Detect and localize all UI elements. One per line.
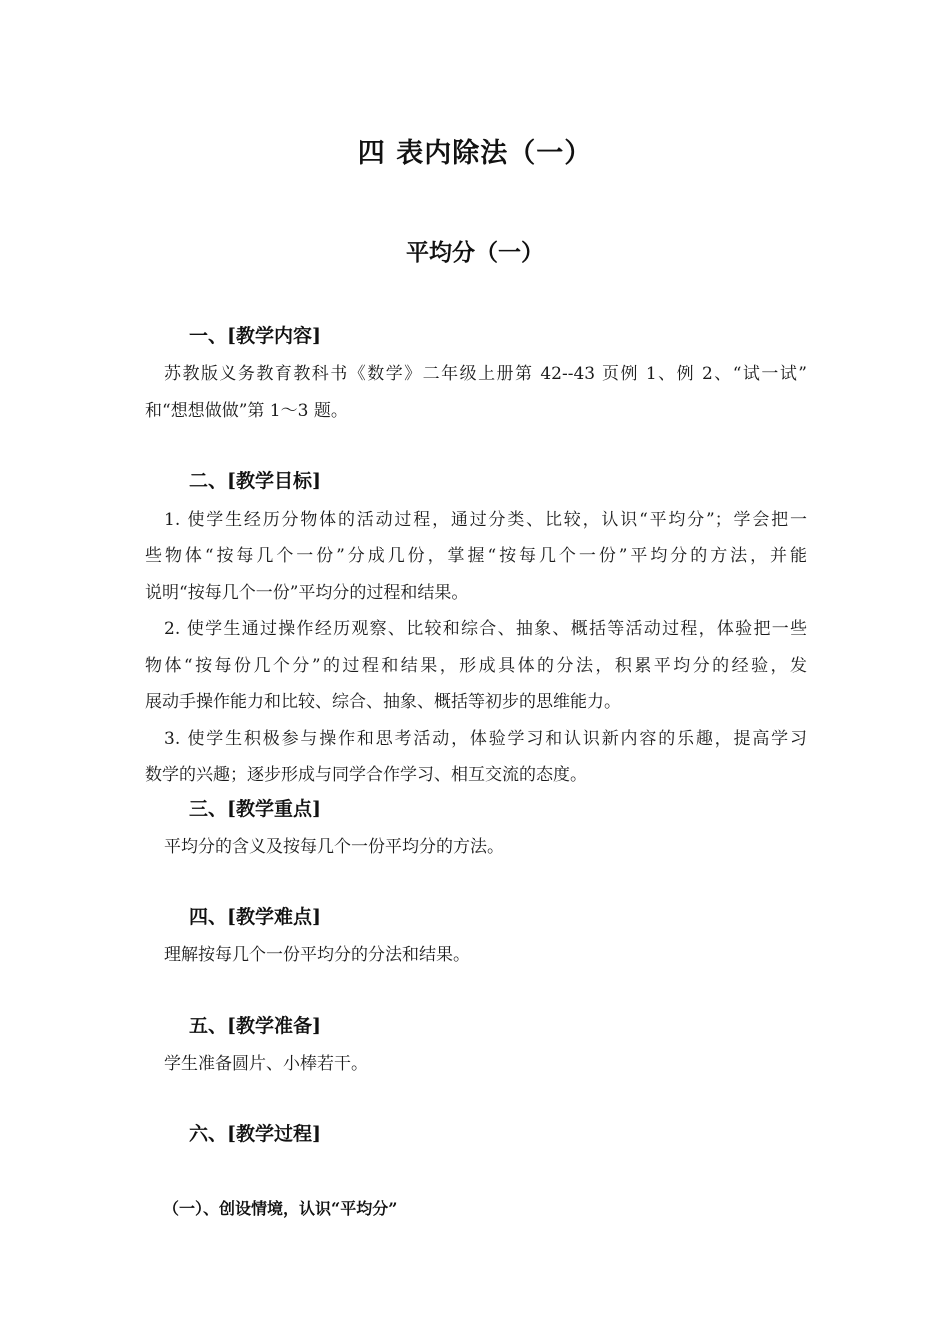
section-heading-key-points: 三、[教学重点] [189,798,321,820]
paragraph-line: 物体“按每份几个分”的过程和结果，形成具体的分法，积累平均分的经验，发 [145,656,807,676]
paragraph-line: 平均分的含义及按每几个一份平均分的方法。 [164,837,504,857]
section-heading-process: 六、[教学过程] [189,1123,321,1145]
subsection-heading: （一）、创设情境，认识“平均分” [163,1199,398,1218]
paragraph-line: 和“想想做做”第 1～3 题。 [145,401,348,421]
section-heading-difficulties: 四、[教学难点] [189,906,321,928]
section-heading-goals: 二、[教学目标] [189,470,321,492]
paragraph-line: 2. 使学生通过操作经历观察、比较和综合、抽象、概括等活动过程，体验把一些 [164,619,807,639]
chapter-title: 四 表内除法（一） [357,138,593,169]
paragraph-line: 展动手操作能力和比较、综合、抽象、概括等初步的思维能力。 [145,692,621,712]
section-heading-content: 一、[教学内容] [189,325,321,347]
paragraph-line: 理解按每几个一份平均分的分法和结果。 [164,945,470,965]
paragraph-line: 苏教版义务教育教科书《数学》二年级上册第 42--43 页例 1、例 2、“试一试” [164,364,807,384]
lesson-title: 平均分（一） [406,239,544,266]
paragraph-line: 学生准备圆片、小棒若干。 [164,1054,368,1074]
paragraph-line: 些物体“按每几个一份”分成几份，掌握“按每几个一份”平均分的方法，并能 [145,546,807,566]
paragraph-line: 说明“按每几个一份”平均分的过程和结果。 [145,583,469,603]
paragraph-line: 1. 使学生经历分物体的活动过程，通过分类、比较，认识“平均分”；学会把一 [164,510,807,530]
paragraph-line: 3. 使学生积极参与操作和思考活动，体验学习和认识新内容的乐趣，提高学习 [164,729,807,749]
paragraph-line: 数学的兴趣；逐步形成与同学合作学习、相互交流的态度。 [145,765,587,785]
section-heading-preparation: 五、[教学准备] [189,1015,321,1037]
